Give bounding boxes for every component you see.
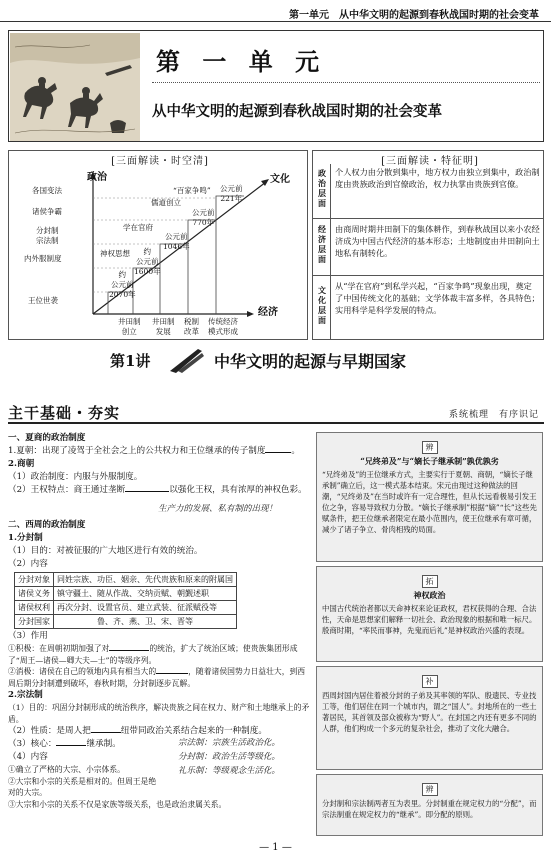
running-header	[0, 0, 551, 22]
note-text: 分封制和宗法制两者互为表里。分封制重在规定权力的“分配”，而宗法制重在规定权力的“继承”。即分配的原则。	[322, 799, 537, 819]
heading-shang: 2.商朝	[8, 459, 35, 469]
blank-line	[125, 491, 169, 492]
table-cell: 分封国家	[15, 615, 54, 629]
economic-item: 传统经济 模式形成	[208, 317, 238, 336]
timeline-heading: [三面解读・时空清]	[111, 156, 209, 167]
stair-date: 公元前 1046年	[163, 232, 190, 251]
note-title: “兄终弟及”与“嫡长子继承制”孰优孰劣	[360, 456, 499, 466]
note-tag: 拓	[422, 575, 438, 588]
political-item: 内外服制度	[24, 254, 62, 263]
table-cell: 鲁、齐、燕、卫、宋、晋等	[54, 615, 237, 629]
section-rule	[8, 422, 544, 424]
unit-subtitle: 从中华文明的起源到春秋战国时期的社会变革	[152, 104, 442, 120]
zongfa-block	[8, 738, 310, 810]
stair-date: 公元前 221年	[220, 184, 243, 203]
note-text: 西周封国内居住着被分封的子弟及其率领的军队、殷遗民、专业技工等，他们居住在同一个城市内，谓之“国人”。封地所在的一些土著居民，其首领及部众被称为“野人”。在封国之内还有更多不同的人群，他们构成一个多元的复杂社会，推动了文化大融合。	[322, 691, 537, 733]
para-effect-2: ②消极：诸侯在自己的领地内具有相当大的 ，随着诸侯国势力日益壮大，到西周后期分封制遭到破坏，春秋时期，分封制逐步瓦解。	[8, 667, 306, 688]
political-item: 各国变法	[32, 186, 62, 195]
lesson-title	[110, 347, 470, 373]
economic-item: 税制 改革	[184, 317, 199, 336]
fenfeng-table	[14, 572, 237, 629]
table-cell: 分封对象	[15, 573, 54, 587]
stair-top: 神权思想	[100, 249, 130, 258]
blank-line	[156, 673, 188, 674]
axis-politics: 政治	[87, 172, 107, 183]
para-shang-1: （1）政治制度：内服与外服制度。	[8, 472, 143, 482]
stair-date: 约 公元前 1600年	[134, 247, 161, 276]
note-box	[316, 566, 543, 662]
handwritten-summary: 宗法制：宗族生活政治化。 分封制：政治生活等级化。 礼乐制：等级观念生活化。	[178, 738, 281, 776]
heading-xia-shang: 一、夏商的政治制度	[8, 433, 86, 443]
handwritten-note: 生产力的发展、私有制的出现！	[158, 504, 278, 514]
mural-illustration	[10, 33, 140, 141]
blank-line	[109, 650, 149, 651]
table-row	[15, 615, 237, 629]
para-xia: 1.夏朝：出现了凌驾于全社会之上的公共权力和王位继承的传子制度 。	[8, 446, 301, 456]
stair-date: 公元前 770年	[192, 208, 215, 227]
running-title: 第一单元 从中华文明的起源到春秋战国时期的社会变革	[289, 10, 539, 21]
feature-label: 经济层面	[318, 224, 326, 264]
para-shang-2: （2）王权特点：商王通过垄断 以强化王权，具有浓厚的神权色彩。	[8, 485, 307, 495]
lesson-name: 中华文明的起源与早期国家	[214, 352, 407, 371]
feature-text: 由商周时期井田制下的集体耕作，到春秋战国以来小农经济成为中国古代经济的基本形态；土地制度由井田制向土地私有制转化。	[335, 224, 540, 259]
blank-line	[56, 745, 86, 746]
x-arrow	[247, 311, 254, 317]
economic-item: 井田制 发展	[152, 317, 175, 336]
political-item: 诸侯争霸	[32, 207, 62, 216]
table-row	[15, 587, 237, 601]
section-subtitle: 系统梳理 有序识记	[448, 410, 539, 420]
divider	[312, 218, 544, 219]
para-zongfa-3: （3）核心： 继承制。	[8, 739, 121, 749]
brush-stroke-icon	[168, 347, 206, 373]
para-zongfa-4: （4）内容	[8, 752, 48, 762]
table-cell: 诸侯权利	[15, 601, 54, 615]
note-tag: 辨	[422, 783, 438, 796]
features-heading: [三面解读・特征明]	[381, 156, 479, 167]
para-fenfeng-2: （2）内容	[8, 559, 48, 569]
political-item: 分封制	[36, 226, 59, 235]
divider	[152, 82, 540, 83]
note-tag: 补	[422, 675, 438, 688]
note-tag: 辨	[422, 441, 438, 454]
unit-title: 第 一 单 元	[156, 48, 327, 76]
note-title: 神权政治	[413, 590, 446, 600]
divider	[312, 275, 544, 276]
para-fenfeng-1: （1）目的：对被征服的广大地区进行有效的统治。	[8, 546, 203, 556]
lesson-number: 第1讲	[110, 352, 151, 370]
stair-top: 儒道创立	[151, 198, 181, 207]
table-cell: 同姓宗族、功臣、姻亲、先代贵族和原来的附属国	[54, 573, 237, 587]
heading-zongfa: 2.宗法制	[8, 690, 43, 700]
table-row	[15, 601, 237, 615]
stair-top: “百家争鸣”	[173, 186, 211, 195]
para-zongfa-2: （2）性质：是周人把 纽带同政治关系结合起来的一种制度。	[8, 726, 267, 736]
stair-top: 学在官府	[123, 223, 153, 232]
main-content	[8, 432, 310, 810]
page-number: — 1 —	[259, 842, 292, 853]
heading-zhou: 二、西周的政治制度	[8, 520, 86, 530]
section-title: 主干基础・夯实	[8, 404, 121, 422]
stair-date: 约 公元前 2070年	[109, 270, 136, 299]
blank-line	[91, 732, 121, 733]
para-zongfa-5: ①确立了严格的大宗、小宗体系。	[8, 765, 125, 774]
table-cell: 诸侯义务	[15, 587, 54, 601]
political-item: 宗法制	[36, 236, 59, 245]
table-cell: 镇守疆土、随从作战、交纳贡赋、朝觐述职	[54, 587, 237, 601]
para-zongfa-6: ②大宗和小宗的关系是相对的。但周王是绝对的大宗。	[8, 776, 157, 797]
axis-culture: 文化	[270, 174, 290, 185]
para-zongfa-7: ③大宗和小宗的关系不仅是家族等级关系，也是政治隶属关系。	[8, 799, 227, 809]
feature-label: 文化层面	[318, 285, 326, 325]
note-text: “兄终弟及”的王位继承方式，主要实行于夏朝、商朝，“嫡长子继承制”确立后，这一模式基本结束。宋元由现过这种做法的回潮，“兄终弟及”在当时或许有一定合理性，但从长远看极易引发王位之争，容易导致权力分散。“嫡长子继承制”根据“嫡”“长”这些先赋条件，把王位继承者限定在最小范围内，使王位继承有章可循，减少了诸子争立、骨肉相残的局面。	[322, 470, 537, 534]
note-box	[316, 774, 543, 836]
para-effect-1: ①积极：在周朝初期加强了对 的统治，扩大了统治区域；使贵族集团形成了“周王—诸侯—卿大夫—士”的等级序列。	[8, 644, 298, 665]
axis-economy: 经济	[258, 307, 278, 318]
note-box	[316, 432, 543, 562]
feature-text: 从“学在官府”到私学兴起，“百家争鸣”现象出现，奠定了中国传统文化的基础；文学体裁丰富多样，各具特色；实用科学是科学发展的特点。	[335, 281, 540, 316]
divider	[330, 164, 331, 340]
para-fenfeng-3: （3）作用	[8, 631, 48, 641]
note-box	[316, 666, 543, 770]
heading-fenfeng: 1.分封制	[8, 533, 43, 543]
table-cell: 再次分封、设置官员、建立武装、征派赋役等	[54, 601, 237, 615]
table-row	[15, 573, 237, 587]
blank-line	[265, 452, 291, 453]
note-text: 中国古代统治者都以天命神权来论证政权，君权获得的合理、合法性，天命是思想家们解释一切社会、政治现象的根据和唯一标尺。殷商时期，“率民而事神，先鬼而后礼”是神权政治兴盛的表现。	[322, 604, 537, 635]
political-item: 王位世袭	[28, 296, 58, 305]
para-zongfa-1: （1）目的：巩固分封制形成的统治秩序，解决贵族之间在权力、财产和土地继承上的矛盾。	[8, 703, 310, 724]
economic-item: 井田制 创立	[118, 317, 141, 336]
feature-text: 个人权力由分散到集中，地方权力由独立到集中，政治制度由贵族政治到官僚政治，权力执掌由贵族到官僚。	[335, 167, 540, 190]
feature-label: 政治层面	[318, 168, 326, 208]
